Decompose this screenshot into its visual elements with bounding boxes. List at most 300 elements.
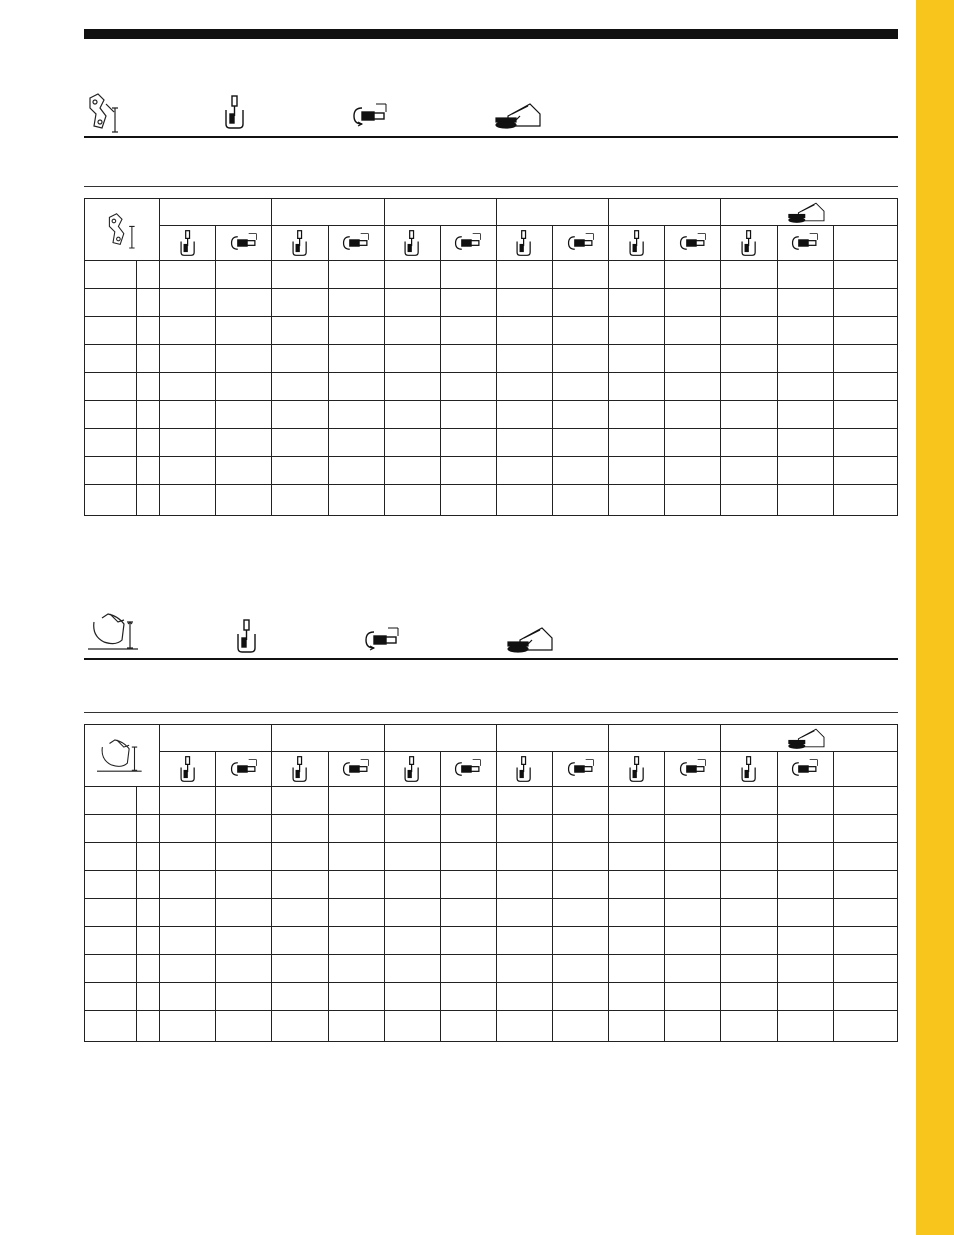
stick-table-cell: [496, 289, 552, 317]
tipping-force-icon: [791, 232, 819, 254]
bucket-table-cell: [496, 787, 552, 815]
stick-table-cell: [440, 373, 496, 401]
bucket-table-cell: [496, 899, 552, 927]
bucket-table-cell: [496, 955, 552, 983]
stick-table-cell: [272, 485, 328, 516]
stick-table-cell: [496, 457, 552, 485]
stick-table-cell: [328, 345, 384, 373]
bucket-table-cell: [665, 843, 721, 871]
stick-table-cell: [496, 485, 552, 516]
stick-column-group-header: [384, 199, 496, 226]
bucket-table-cell: [85, 927, 137, 955]
stick-table-cell: [137, 345, 160, 373]
bucket-table-cell: [272, 843, 328, 871]
stick-table-cell: [216, 429, 272, 457]
stick-lift-header: [721, 226, 777, 261]
stick-table-row: [85, 457, 898, 485]
tipping-force-icon: [567, 232, 595, 254]
stick-table-cell: [553, 289, 609, 317]
bucket-table-cell: [272, 955, 328, 983]
stick-table-cell: [833, 345, 897, 373]
bucket-table-cell: [85, 787, 137, 815]
bucket-table-cell: [384, 787, 440, 815]
bucket-table-cell: [384, 899, 440, 927]
bucket-table-cell: [384, 815, 440, 843]
stick-table-cell: [833, 401, 897, 429]
stick-table-cell: [496, 401, 552, 429]
bucket-table-row: [85, 955, 898, 983]
stick-table-cell: [384, 457, 440, 485]
stick-table-cell: [85, 485, 137, 516]
stick-table-cell: [440, 429, 496, 457]
bucket-tip-header: [777, 752, 833, 787]
bucket-legend-rule: [84, 658, 898, 660]
bucket-table-cell: [553, 955, 609, 983]
bucket-table-cell: [440, 1011, 496, 1042]
bucket-table-cell: [160, 1011, 216, 1042]
stick-table-cell: [609, 373, 665, 401]
bucket-table-cell: [496, 815, 552, 843]
stick-table-cell: [665, 429, 721, 457]
stick-table-cell: [216, 485, 272, 516]
tipping-force-icon: [454, 232, 482, 254]
bucket-table-cell: [777, 871, 833, 899]
stick-table-cell: [160, 317, 216, 345]
lift-force-icon: [178, 755, 198, 783]
stick-linkage-icon: [104, 210, 140, 250]
stick-tip-header: [216, 226, 272, 261]
stick-lift-header: [160, 226, 216, 261]
stick-table-cell: [272, 345, 328, 373]
bucket-table-row: [85, 927, 898, 955]
bucket-table-cell: [272, 815, 328, 843]
stick-table-cell: [328, 429, 384, 457]
bucket-table-row: [85, 871, 898, 899]
bucket-table-cell: [137, 843, 160, 871]
stick-table-cell: [496, 261, 552, 289]
bucket-table-cell: [833, 927, 897, 955]
stick-table-cell: [609, 289, 665, 317]
bucket-table-cell: [384, 983, 440, 1011]
stick-table-cell: [160, 373, 216, 401]
bucket-table-cell: [777, 815, 833, 843]
tipping-force-icon: [454, 758, 482, 780]
stick-table-cell: [85, 345, 137, 373]
bucket-lift-header: [384, 752, 440, 787]
stick-table-cell: [777, 485, 833, 516]
stick-table-cell: [553, 373, 609, 401]
bucket-table-cell: [137, 983, 160, 1011]
stick-table-cell: [272, 457, 328, 485]
lift-force-icon: [514, 229, 534, 257]
bucket-lift-header: [721, 752, 777, 787]
stick-table-cell: [272, 429, 328, 457]
stick-table-row: [85, 485, 898, 516]
tipping-force-icon: [352, 102, 388, 132]
stick-table-cell: [272, 373, 328, 401]
bucket-table-cell: [833, 955, 897, 983]
stick-table-cell: [496, 429, 552, 457]
stick-lift-header: [272, 226, 328, 261]
lift-force-icon: [178, 229, 198, 257]
tipping-force-icon: [230, 232, 258, 254]
stick-lift-header: [496, 226, 552, 261]
bucket-column-group-header: [496, 725, 608, 752]
bucket-table-cell: [160, 983, 216, 1011]
stick-lift-header: [609, 226, 665, 261]
bucket-table-cell: [553, 843, 609, 871]
bucket-table-cell: [216, 843, 272, 871]
stick-table-cell: [160, 457, 216, 485]
bucket-table-cell: [777, 899, 833, 927]
bucket-table-cell: [85, 1011, 137, 1042]
stick-table-cell: [721, 429, 777, 457]
bucket-table-cell: [721, 955, 777, 983]
bucket-table-cell: [328, 955, 384, 983]
bucket-table-row: [85, 815, 898, 843]
bucket-table-cell: [721, 815, 777, 843]
bucket-table-rule: [84, 712, 898, 713]
stick-table-cell: [85, 429, 137, 457]
bucket-table-cell: [440, 899, 496, 927]
stick-table-cell: [665, 345, 721, 373]
stick-table-cell: [440, 485, 496, 516]
lift-force-icon: [234, 618, 260, 654]
stick-table-row: [85, 289, 898, 317]
stick-table-cell: [85, 401, 137, 429]
stick-table-cell: [777, 261, 833, 289]
bucket-table-cell: [272, 787, 328, 815]
bucket-table-cell: [496, 1011, 552, 1042]
bucket-table-cell: [137, 899, 160, 927]
bucket-table-cell: [665, 815, 721, 843]
stick-table-cell: [160, 261, 216, 289]
stick-table-cell: [384, 289, 440, 317]
excavator-icon: [494, 100, 546, 130]
stick-table-cell: [777, 429, 833, 457]
bucket-table-cell: [833, 843, 897, 871]
bucket-table-cell: [160, 899, 216, 927]
bucket-table-cell: [553, 871, 609, 899]
bucket-table-cell: [721, 983, 777, 1011]
excavator-icon: [785, 726, 831, 750]
stick-table-cell: [777, 373, 833, 401]
bucket-table-cell: [609, 843, 665, 871]
stick-table-cell: [665, 289, 721, 317]
bucket-table-cell: [665, 787, 721, 815]
stick-table-cell: [85, 373, 137, 401]
bucket-table-cell: [609, 815, 665, 843]
bucket-table-cell: [272, 983, 328, 1011]
bucket-table-cell: [665, 871, 721, 899]
bucket-extra-header: [833, 752, 897, 787]
stick-table-cell: [328, 401, 384, 429]
stick-table-cell: [609, 401, 665, 429]
bucket-lift-header: [609, 752, 665, 787]
bucket-table-cell: [440, 927, 496, 955]
stick-table-cell: [777, 457, 833, 485]
stick-table-cell: [496, 345, 552, 373]
stick-table-cell: [328, 485, 384, 516]
stick-legend-rule: [84, 136, 898, 138]
stick-tip-header: [665, 226, 721, 261]
tipping-force-icon: [791, 758, 819, 780]
stick-corner-icon-cell: [85, 199, 160, 261]
stick-table-cell: [609, 345, 665, 373]
stick-table-cell: [137, 317, 160, 345]
stick-table: [84, 198, 898, 516]
bucket-table-cell: [384, 871, 440, 899]
stick-table-cell: [721, 289, 777, 317]
bucket-column-group-header: [384, 725, 496, 752]
stick-column-group-header: [496, 199, 608, 226]
lift-force-icon: [222, 94, 248, 130]
bucket-table-cell: [328, 843, 384, 871]
stick-table-cell: [216, 373, 272, 401]
stick-table-cell: [665, 317, 721, 345]
stick-table-cell: [216, 401, 272, 429]
stick-extra-header: [833, 226, 897, 261]
stick-table-cell: [85, 261, 137, 289]
bucket-table-cell: [272, 1011, 328, 1042]
bucket-table-cell: [160, 955, 216, 983]
stick-column-group-header: [609, 199, 721, 226]
bucket-table-row: [85, 899, 898, 927]
stick-table-cell: [384, 345, 440, 373]
stick-table-row: [85, 401, 898, 429]
excavator-icon: [785, 200, 831, 224]
bucket-table-cell: [160, 927, 216, 955]
stick-table-cell: [272, 289, 328, 317]
stick-table-cell: [721, 457, 777, 485]
stick-table-cell: [160, 345, 216, 373]
bucket-lift-header: [496, 752, 552, 787]
stick-table-cell: [85, 317, 137, 345]
bucket-table-cell: [328, 1011, 384, 1042]
bucket-table-cell: [553, 927, 609, 955]
stick-table-row: [85, 373, 898, 401]
bucket-table-cell: [137, 871, 160, 899]
stick-table-cell: [272, 261, 328, 289]
bucket-table-cell: [609, 955, 665, 983]
stick-table-cell: [137, 457, 160, 485]
bucket-legend: [84, 612, 898, 656]
bucket-lift-header: [160, 752, 216, 787]
bucket-table-cell: [665, 955, 721, 983]
stick-column-group-header: [272, 199, 384, 226]
bucket-table-cell: [833, 815, 897, 843]
lift-force-icon: [402, 229, 422, 257]
stick-table-cell: [384, 429, 440, 457]
bucket-table-cell: [553, 983, 609, 1011]
bucket-table-cell: [85, 815, 137, 843]
stick-column-group-header: [721, 199, 898, 226]
bucket-table-row: [85, 1011, 898, 1042]
stick-table-cell: [553, 261, 609, 289]
bucket-tip-header: [553, 752, 609, 787]
bucket-table-cell: [440, 871, 496, 899]
stick-legend: [84, 90, 898, 134]
bucket-table-cell: [440, 983, 496, 1011]
stick-table-cell: [833, 373, 897, 401]
bucket-table-row: [85, 843, 898, 871]
tipping-force-icon: [342, 232, 370, 254]
bucket-table-cell: [496, 871, 552, 899]
bucket-table-cell: [440, 815, 496, 843]
bucket-table-cell: [216, 983, 272, 1011]
stick-table-cell: [777, 317, 833, 345]
tipping-force-icon: [679, 232, 707, 254]
bucket-table-cell: [160, 815, 216, 843]
bucket-table-cell: [833, 899, 897, 927]
bucket-table-cell: [440, 787, 496, 815]
stick-table-cell: [137, 373, 160, 401]
stick-table-row: [85, 317, 898, 345]
lift-force-icon: [514, 755, 534, 783]
bucket-tip-header: [216, 752, 272, 787]
bucket-table-cell: [609, 899, 665, 927]
stick-lift-header: [384, 226, 440, 261]
stick-table-cell: [137, 429, 160, 457]
bucket-table-cell: [721, 899, 777, 927]
stick-table-cell: [137, 401, 160, 429]
stick-table-cell: [137, 485, 160, 516]
bucket-table-cell: [553, 787, 609, 815]
bucket-table-cell: [609, 927, 665, 955]
stick-table-cell: [721, 261, 777, 289]
bucket-table-cell: [609, 1011, 665, 1042]
bucket-table-cell: [777, 983, 833, 1011]
stick-table-cell: [833, 317, 897, 345]
bucket-table-cell: [721, 787, 777, 815]
bucket-table-cell: [328, 899, 384, 927]
stick-table-cell: [85, 289, 137, 317]
bucket-table-cell: [216, 927, 272, 955]
stick-table-cell: [85, 457, 137, 485]
bucket-column-group-header: [609, 725, 721, 752]
stick-table-cell: [384, 373, 440, 401]
bucket-table-cell: [137, 927, 160, 955]
tipping-force-icon: [230, 758, 258, 780]
bucket-table-cell: [609, 787, 665, 815]
bucket-table: [84, 724, 898, 1042]
stick-column-group-header: [160, 199, 272, 226]
bucket-table-cell: [833, 983, 897, 1011]
tipping-force-icon: [679, 758, 707, 780]
bucket-table-cell: [440, 955, 496, 983]
bucket-tip-header: [665, 752, 721, 787]
bucket-table-cell: [777, 927, 833, 955]
stick-table-cell: [553, 457, 609, 485]
stick-tip-header: [328, 226, 384, 261]
bucket-table-cell: [216, 1011, 272, 1042]
stick-table-cell: [137, 289, 160, 317]
stick-table-cell: [384, 317, 440, 345]
bucket-table-cell: [777, 787, 833, 815]
stick-table-cell: [384, 485, 440, 516]
bucket-table-cell: [609, 871, 665, 899]
bucket-table-cell: [665, 983, 721, 1011]
bucket-table-cell: [833, 871, 897, 899]
tipping-force-icon: [364, 626, 400, 656]
bucket-table-cell: [496, 843, 552, 871]
stick-table-cell: [440, 317, 496, 345]
stick-table-row: [85, 429, 898, 457]
bucket-table-cell: [440, 843, 496, 871]
lift-force-icon: [739, 229, 759, 257]
stick-table-cell: [496, 317, 552, 345]
bucket-table-cell: [665, 1011, 721, 1042]
stick-table-cell: [833, 261, 897, 289]
tipping-force-icon: [567, 758, 595, 780]
stick-table-cell: [833, 289, 897, 317]
stick-table-cell: [609, 317, 665, 345]
stick-table-cell: [609, 261, 665, 289]
stick-table-row: [85, 345, 898, 373]
stick-tip-header: [777, 226, 833, 261]
stick-linkage-icon: [84, 90, 124, 134]
stick-table-cell: [609, 429, 665, 457]
bucket-table-cell: [384, 927, 440, 955]
lift-force-icon: [627, 755, 647, 783]
bucket-table-cell: [721, 1011, 777, 1042]
bucket-table-cell: [665, 899, 721, 927]
bucket-corner-icon-cell: [85, 725, 160, 787]
bucket-table-cell: [216, 871, 272, 899]
stick-table-cell: [328, 457, 384, 485]
bucket-table-cell: [384, 1011, 440, 1042]
bucket-table-cell: [384, 843, 440, 871]
stick-table-cell: [440, 457, 496, 485]
bucket-table-cell: [85, 843, 137, 871]
bucket-table-cell: [721, 927, 777, 955]
bucket-table-cell: [328, 983, 384, 1011]
stick-table-cell: [216, 289, 272, 317]
bucket-table-cell: [216, 815, 272, 843]
stick-table-cell: [777, 401, 833, 429]
stick-table-cell: [721, 485, 777, 516]
stick-table-cell: [665, 261, 721, 289]
stick-table-cell: [665, 485, 721, 516]
stick-table-cell: [609, 485, 665, 516]
stick-table-cell: [328, 289, 384, 317]
stick-table-cell: [440, 345, 496, 373]
stick-table-cell: [160, 485, 216, 516]
stick-table-cell: [833, 485, 897, 516]
stick-table-cell: [665, 457, 721, 485]
stick-table-cell: [160, 401, 216, 429]
stick-table-cell: [216, 317, 272, 345]
stick-tip-header: [553, 226, 609, 261]
bucket-table-cell: [721, 871, 777, 899]
bucket-table-cell: [665, 927, 721, 955]
stick-table-cell: [384, 401, 440, 429]
stick-table-cell: [665, 401, 721, 429]
stick-table-cell: [137, 261, 160, 289]
bucket-table-cell: [553, 815, 609, 843]
stick-table-cell: [553, 429, 609, 457]
bucket-table-cell: [85, 955, 137, 983]
lift-force-icon: [739, 755, 759, 783]
stick-table-cell: [553, 401, 609, 429]
stick-table-cell: [216, 345, 272, 373]
bucket-table-cell: [85, 871, 137, 899]
bucket-table-cell: [833, 1011, 897, 1042]
lift-force-icon: [290, 755, 310, 783]
stick-table-cell: [721, 317, 777, 345]
stick-table-cell: [328, 261, 384, 289]
bucket-table-cell: [272, 927, 328, 955]
